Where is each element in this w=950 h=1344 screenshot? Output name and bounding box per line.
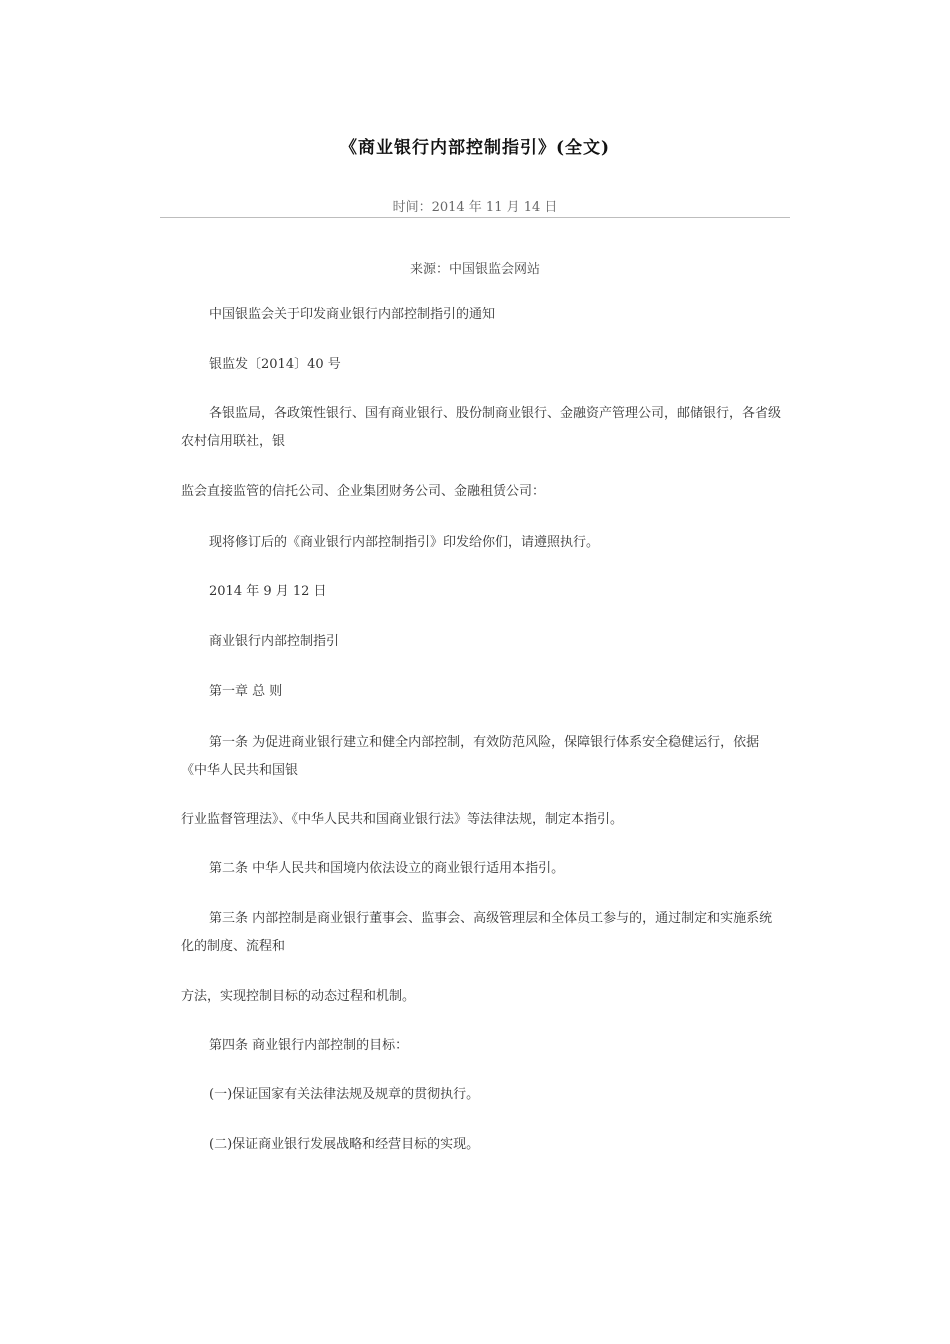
chapter-heading: 第一章 总 则 bbox=[209, 684, 283, 699]
guideline-title: 商业银行内部控制指引 bbox=[209, 634, 340, 649]
article-4-item-2: (二)保证商业银行发展战略和经营目标的实现。 bbox=[209, 1137, 480, 1152]
article-1: 第一条 为促进商业银行建立和健全内部控制，有效防范风险，保障银行体系安全稳健运行，依据《中华人民共和国银 bbox=[181, 735, 760, 778]
addressees-continued: 监会直接监管的信托公司、企业集团财务公司、金融租赁公司： bbox=[181, 484, 546, 499]
source-line: 来源：中国银监会网站 bbox=[409, 262, 540, 277]
notice-body: 现将修订后的《商业银行内部控制指引》印发给你们，请遵照执行。 bbox=[209, 535, 600, 550]
notice-title: 中国银监会关于印发商业银行内部控制指引的通知 bbox=[209, 307, 496, 322]
notice-date: 2014 年 9 月 12 日 bbox=[209, 584, 327, 599]
article-1-continued: 行业监督管理法》、《中华人民共和国商业银行法》等法律法规，制定本指引。 bbox=[181, 812, 624, 827]
article-4: 第四条 商业银行内部控制的目标： bbox=[209, 1038, 409, 1053]
article-2: 第二条 中华人民共和国境内依法设立的商业银行适用本指引。 bbox=[209, 861, 565, 876]
publish-date: 时间：2014 年 11 月 14 日 bbox=[392, 200, 558, 215]
article-4-item-1: (一)保证国家有关法律法规及规章的贯彻执行。 bbox=[209, 1087, 480, 1102]
document-title: 《商业银行内部控制指引》(全文) bbox=[339, 138, 611, 158]
document-number: 银监发〔2014〕40 号 bbox=[209, 357, 341, 372]
article-3-continued: 方法，实现控制目标的动态过程和机制。 bbox=[181, 989, 416, 1004]
header-divider bbox=[160, 217, 790, 218]
article-3: 第三条 内部控制是商业银行董事会、监事会、高级管理层和全体员工参与的，通过制定和实施系统化的制度、流程和 bbox=[181, 911, 773, 954]
addressees-paragraph: 各银监局，各政策性银行、国有商业银行、股份制商业银行、金融资产管理公司，邮储银行，各省级农村信用联社，银 bbox=[181, 406, 782, 449]
